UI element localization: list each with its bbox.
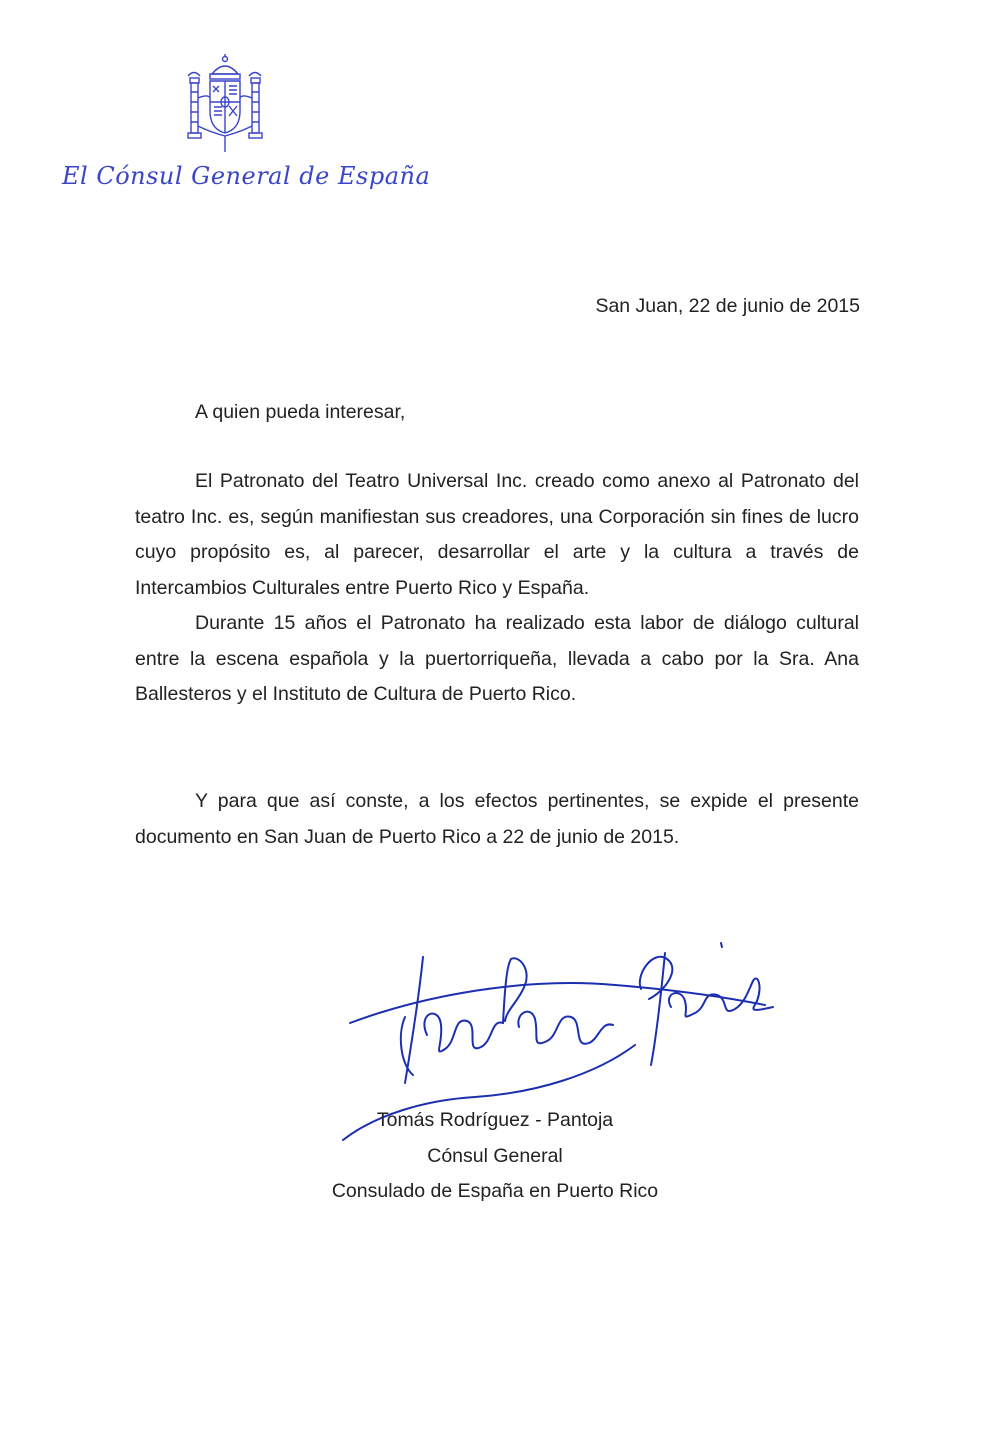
office-title: El Cónsul General de España: [62, 162, 431, 190]
closing-block: [135, 784, 859, 855]
signer-block: [300, 1103, 690, 1210]
closing-paragraph: Y para que así conste, a los efectos pertinentes, se expide el presente documento en San Juan de Puerto Rico a 22 de junio de 2015.: [135, 790, 859, 848]
letterhead: [60, 50, 431, 200]
signer-name: Tomás Rodríguez - Pantoja: [376, 1109, 614, 1131]
date-line: San Juan, 22 de junio de 2015: [595, 295, 860, 317]
salutation: A quien pueda interesar,: [195, 401, 406, 423]
body-paragraph: Durante 15 años el Patronato ha realizado esta labor de diálogo cultural entre la escena española y la puertorriqueña, llevada a cabo por la Sra. Ana Ballesteros y el Instituto de Cultura de Puerto Rico.: [135, 612, 859, 705]
signer-office: Consulado de España en Puerto Rico: [331, 1180, 659, 1202]
letter-body: [135, 464, 859, 713]
body-paragraph: El Patronato del Teatro Universal Inc. creado como anexo al Patronato del teatro Inc. es, según manifiestan sus creadores, una Corporación sin fines de lucro cuyo propósito es, al parecer, desarrollar el arte y la cultura a través de Intercambios Culturales entre Puerto Rico y España.: [135, 470, 859, 599]
signer-title: Cónsul General: [427, 1144, 563, 1167]
spanish-coat-of-arms-icon: [182, 52, 268, 160]
